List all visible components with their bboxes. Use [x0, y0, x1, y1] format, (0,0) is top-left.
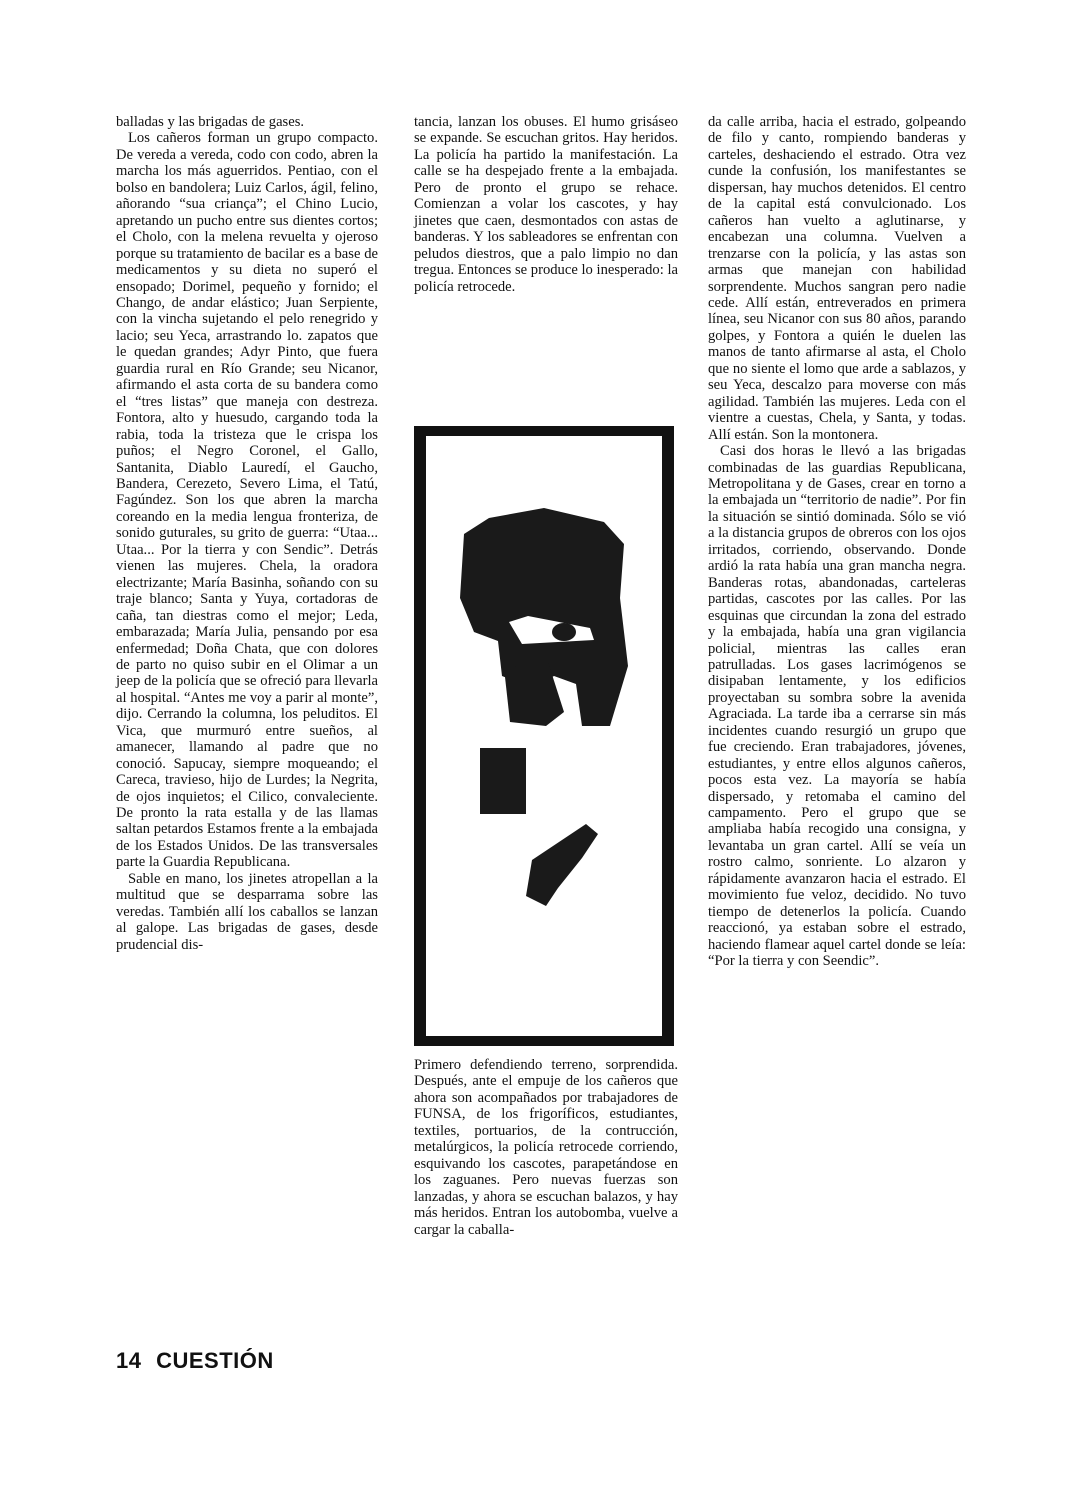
- paragraph: da calle arriba, hacia el estrado, golpeando de filo y canto, rompiendo banderas y carteles, deshaciendo el estrado. Otra vez cunde la confusión, los manifestantes se dispersan, hay muchos detenidos. El centro de la capital está convulcionado. Los cañeros han vuelto a aglutinarse, y encabezan una columna. Vuelven a trenzarse con la policía, y las astas son armas que manejan con habilidad sorprendente. Muchos sangran pero nadie cede. Allí están, entreverados en primera línea, seu Nicanor con sus 80 años, parando golpes, y Fontora a quién le duelen las manos de tanto afirmarse al asta, el Cholo que no siente el lomo que arde a sablazos, y seu Yeca, descalzo para moverse con más agilidad. También las mujeres. Leda con el vientre a cuestas, Chela, y Santa, y todas. Allí están. Son la montonera.: [708, 114, 966, 443]
- page-number: 14: [116, 1348, 142, 1373]
- paragraph: Sable en mano, los jinetes atropellan a la multitud que se desparrama sobre las veredas. También allí los caballos se lanzan al galope. Las brigadas de gases, desde prudencial dis-: [116, 870, 378, 953]
- article-column-1: [116, 114, 378, 953]
- illustration-frame: [414, 426, 674, 1046]
- paragraph: tancia, lanzan los obuses. El humo grisáseo se expande. Se escuchan gritos. Hay heridos. La policía ha partido la manifestación. La calle se ha despejado frente a la embajada. Pero de pronto el grupo se rehace. Comienzan a volar los cascotes, y hay jinetes que caen, desmontados con astas de banderas. Y los sableadores se enfrentan con peludos diestros, que a palo limpio no dan tregua. Entonces se produce lo inesperado: la policía retrocede.: [414, 114, 678, 295]
- paragraph: balladas y las brigadas de gases.: [116, 114, 305, 130]
- paragraph: Los cañeros forman un grupo compacto. De vereda a vereda, codo con codo, abren la marcha los más aguerridos. Pentiao, con el bolso en bandolera; Luiz Carlos, ágil, felino, añorando “sua criança”; el Chino Lucio, apretando un pucho entre sus dientes cortos; el Cholo, con la melena revuelta y ojeroso porque su tratamiento de bacilar es a base de medicamentos y su dieta no superó el ensopado; Dorimel, pequeño y fornido; el Chango, de andar elástico; Juan Serpiente, con la vincha sujetando el pelo renegrido y lacio; seu Yeca, arrastrando lo. zapatos que le quedan grandes; Adyr Pinto, que fuera guardia rural en Río Grande; seu Nicanor, afirmando el asta corta de su bandera como el “tres listas” que maneja con destreza. Fontora, alto y huesudo, cargando toda la rabia, toda la tristeza que le crispa los puños; el Negro Coronel, el Gallo, Santanita, Diablo Lauredí, el Gaucho, Bandera, Cerezeto, Severo Lima, el Tatú, Fagúndez. Son los que abren la marcha coreando en la media lengua fronteriza, de sonido guturales, su grito de guerra: “Utaa... Utaa... Por la tierra y con Sendic”. Detrás vienen las mujeres. Chela, la oradora electrizante; María Basinha, soñando con su traje blanco; Santa y Yuya, cortadoras de caña, tan diestras como el mejor; Leda, embarazada; María Julia, pensando por esa enfermedad; Doña Chata, que con dolores de parto no quiso subir en el Olimar a un jeep de la policía que se ofreció para llevarla al hospital. “Antes me voy a parir al monte”, dijo. Cerrando la columna, los peluditos. El Vica, que murmuró entre sueños, al amanecer, llamando al padre que no conoció. Sapucay, siempre moqueando; el Careca, travieso, hijo de Lurdes; la Negrita, de ojos inquietos; el Cilico, convaleciente. De pronto la rata estalla y de las llamas saltan petardos Estamos frente a la embajada de los Estados Unidos. De las transversales parte la Guardia Republicana.: [116, 130, 378, 871]
- paragraph: Primero defendiendo terreno, sorprendida. Después, ante el empuje de los cañeros que ahora son acompañados por trabajadores de FUNSA, de los frigoríficos, estudiantes, textiles, portuarios, de la contrucción, metalúrgicos, la policía retrocede corriendo, esquivando los cascotes, parapetándose en los zaguanes. Pero nuevas fuerzas son lanzadas, y ahora se escuchan balazos, y hay más heridos. Entran los autobomba, vuelve a cargar la caballa-: [414, 1057, 678, 1238]
- article-column-2-bottom: [414, 1057, 678, 1238]
- eye-pupil: [552, 623, 576, 641]
- square-block: [480, 748, 526, 814]
- paragraph: Casi dos horas le llevó a las brigadas combinadas de las guardias Republicana, Metropolitana y de Gases, crear en torno a la embajada un “territorio de nadie”. Por fin la situación se sintió dominada. Sólo se vió a la distancia grupos de obreros con los ojos irritados, corriendo, observando. Donde ardió la rata había una gran mancha negra. Banderas rotas, abandonadas, carteleras partidas, cascotes por las calles. Por las esquinas que circundan la zona del estrado y la embajada, había una gran vigilancia policial, mientras las calles eran patrulladas. Los gases lacrimógenos se disipaban lentamente, y los edificios proyectaban su sombra sobre la avenida Agraciada. La tarde iba a cerrarse sin más incidentes cuando resurgió un grupo que fue creciendo. Eran trabajadores, jóvenes, estudiantes, y entre ellos algunos cañeros, pocos esta vez. La mayoría se había dispersado, y retomaba el camino del campamento. Pero el grupo que se ampliaba había recogido una consigna, y levantaba un gran cartel. Allí se veía un rostro calmo, sonriente. Lo alzaron y rápidamente avanzaron hacia el estrado. El movimiento fue veloz, decidido. No tuvo tiempo de detenerlos la policía. Cuando reaccionó, ya estaban sobre el estrado, haciendo flamear aquel cartel donde se leía: “Por la tierra y con Seendic”.: [708, 443, 966, 970]
- article-column-2-top: [414, 114, 678, 295]
- abstract-face-illustration: [414, 426, 674, 1046]
- article-column-3: [708, 114, 966, 970]
- page-footer: [116, 1348, 274, 1374]
- magazine-name: CUESTIÓN: [156, 1348, 274, 1373]
